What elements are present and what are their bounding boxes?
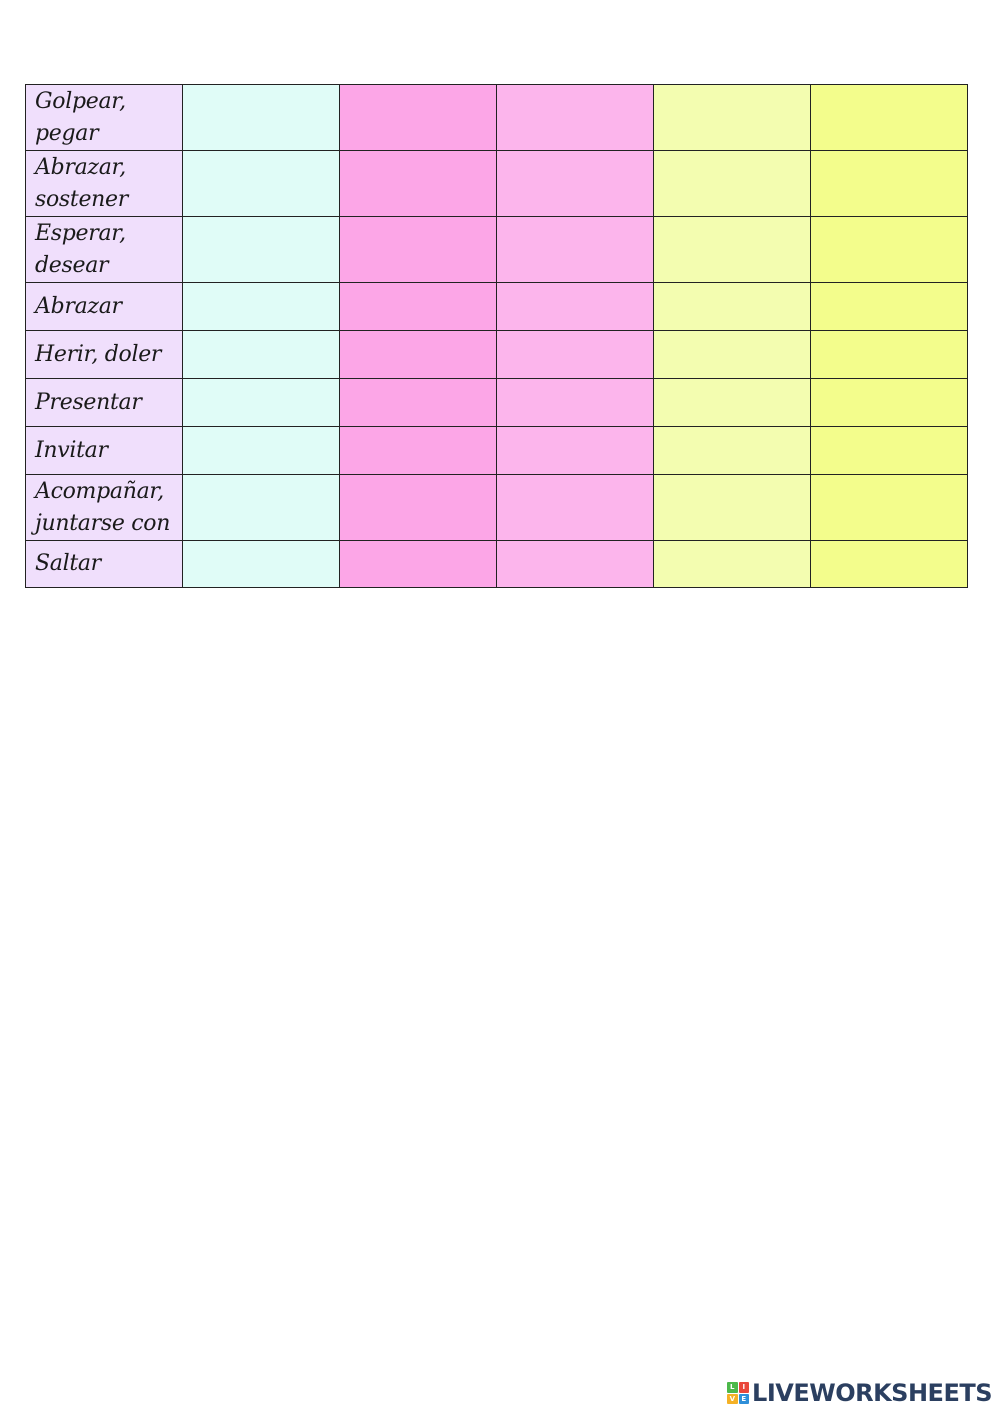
verb-cell: Presentar	[26, 379, 183, 427]
logo-tile: E	[739, 1394, 750, 1405]
table-row	[26, 217, 968, 283]
answer-cell[interactable]	[340, 331, 497, 379]
verb-cell: Saltar	[26, 541, 183, 588]
answer-cell[interactable]	[340, 475, 497, 541]
answer-cell[interactable]	[497, 379, 654, 427]
answer-cell[interactable]	[340, 217, 497, 283]
logo-text: LIVEWORKSHEETS	[752, 1379, 992, 1407]
answer-cell[interactable]	[654, 331, 811, 379]
answer-cell[interactable]	[497, 475, 654, 541]
answer-cell[interactable]	[654, 217, 811, 283]
liveworksheets-logo	[727, 1379, 992, 1407]
answer-cell[interactable]	[183, 85, 340, 151]
answer-cell[interactable]	[497, 85, 654, 151]
answer-cell[interactable]	[811, 541, 968, 588]
liveworksheets-logo-icon	[727, 1382, 749, 1404]
answer-cell[interactable]	[654, 379, 811, 427]
answer-cell[interactable]	[183, 151, 340, 217]
answer-cell[interactable]	[340, 541, 497, 588]
answer-cell[interactable]	[654, 283, 811, 331]
verb-cell: Acompañar, juntarse con	[26, 475, 183, 541]
answer-cell[interactable]	[497, 283, 654, 331]
answer-cell[interactable]	[497, 151, 654, 217]
answer-cell[interactable]	[811, 379, 968, 427]
verb-cell: Abrazar	[26, 283, 183, 331]
table-row	[26, 475, 968, 541]
table-row	[26, 379, 968, 427]
table-row	[26, 331, 968, 379]
answer-cell[interactable]	[183, 217, 340, 283]
answer-cell[interactable]	[811, 475, 968, 541]
table-row	[26, 541, 968, 588]
verb-table	[25, 84, 968, 588]
answer-cell[interactable]	[811, 151, 968, 217]
answer-cell[interactable]	[654, 541, 811, 588]
answer-cell[interactable]	[340, 151, 497, 217]
verb-cell: Herir, doler	[26, 331, 183, 379]
logo-tile: V	[727, 1394, 738, 1405]
table-row	[26, 85, 968, 151]
answer-cell[interactable]	[497, 331, 654, 379]
answer-cell[interactable]	[654, 427, 811, 475]
answer-cell[interactable]	[811, 427, 968, 475]
answer-cell[interactable]	[811, 331, 968, 379]
answer-cell[interactable]	[340, 283, 497, 331]
table-row	[26, 151, 968, 217]
table-row	[26, 283, 968, 331]
answer-cell[interactable]	[183, 541, 340, 588]
answer-cell[interactable]	[340, 427, 497, 475]
answer-cell[interactable]	[811, 283, 968, 331]
answer-cell[interactable]	[183, 283, 340, 331]
answer-cell[interactable]	[183, 427, 340, 475]
answer-cell[interactable]	[497, 541, 654, 588]
answer-cell[interactable]	[340, 85, 497, 151]
logo-tile: I	[739, 1382, 750, 1393]
verb-cell: Golpear, pegar	[26, 85, 183, 151]
answer-cell[interactable]	[654, 151, 811, 217]
verb-cell: Abrazar, sostener	[26, 151, 183, 217]
verb-cell: Invitar	[26, 427, 183, 475]
answer-cell[interactable]	[811, 85, 968, 151]
table-row	[26, 427, 968, 475]
answer-cell[interactable]	[340, 379, 497, 427]
verb-cell: Esperar, desear	[26, 217, 183, 283]
answer-cell[interactable]	[183, 379, 340, 427]
answer-cell[interactable]	[497, 427, 654, 475]
answer-cell[interactable]	[183, 475, 340, 541]
answer-cell[interactable]	[654, 85, 811, 151]
answer-cell[interactable]	[811, 217, 968, 283]
answer-cell[interactable]	[497, 217, 654, 283]
logo-tile: L	[727, 1382, 738, 1393]
answer-cell[interactable]	[654, 475, 811, 541]
answer-cell[interactable]	[183, 331, 340, 379]
